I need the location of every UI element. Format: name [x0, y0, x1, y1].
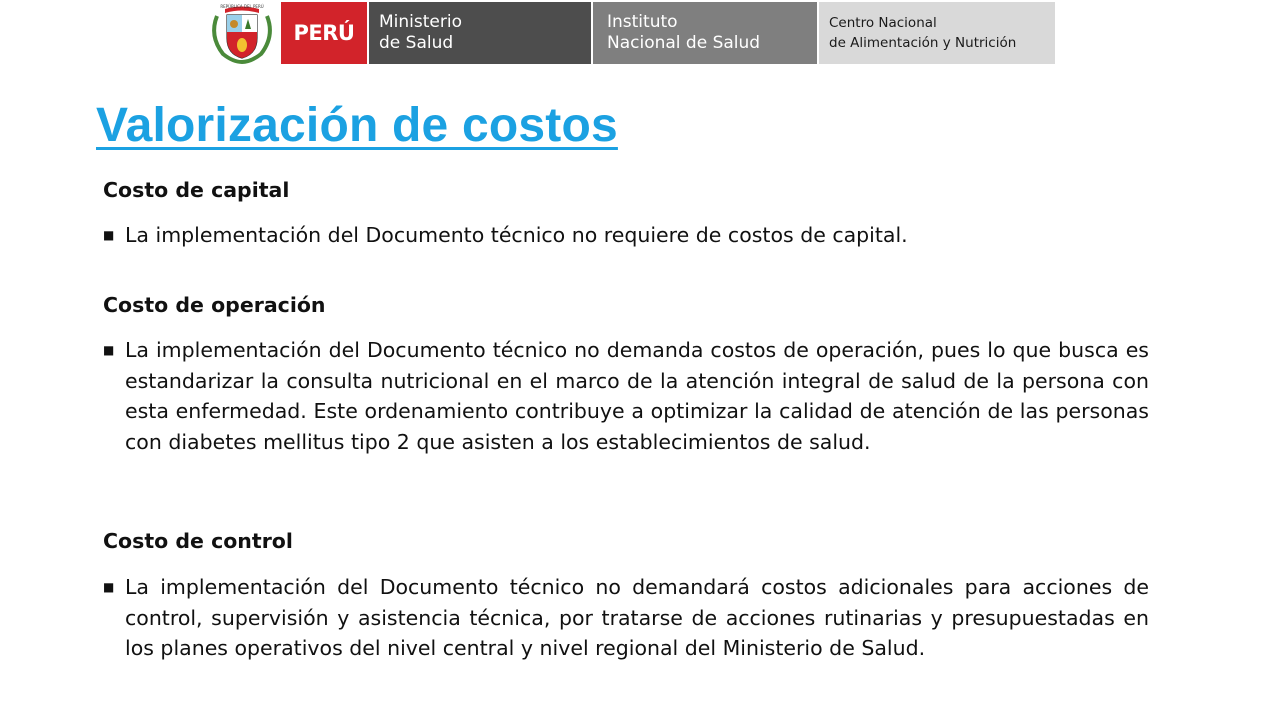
- institute-block: [591, 2, 817, 64]
- slide-title: Valorización de costos: [96, 99, 618, 152]
- ministry-line1: Ministerio: [379, 12, 462, 32]
- bullet-capital: [103, 220, 1149, 251]
- institute-line1: Instituto: [607, 12, 678, 32]
- bullet-text: La implementación del Documento técnico no demandará costos adicionales para acciones de control, supervisión y asistencia técnica, por tratarse de acciones rutinarias y presupuestadas en los planes operativos del nivel central y nivel regional del Ministerio de Salud.: [125, 575, 1149, 660]
- header-banner: [203, 2, 1055, 64]
- crest-caption: REPÚBLICA DEL PERÚ: [220, 4, 264, 9]
- ministry-block: [367, 2, 591, 64]
- bullet-text: La implementación del Documento técnico no demanda costos de operación, pues lo que busca es estandarizar la consulta nutricional en el marco de la atención integral de salud de la persona con esta enfermedad. Este ordenamiento contribuye a optimizar la calidad de atención de las personas con diabetes mellitus tipo 2 que asisten a los establecimientos de salud.: [125, 338, 1149, 454]
- ministry-line2: de Salud: [379, 33, 454, 53]
- square-bullet-icon: ■: [103, 343, 115, 357]
- institute-line2: Nacional de Salud: [607, 33, 761, 53]
- peru-coat-of-arms-icon: [203, 2, 281, 64]
- bullet-text: La implementación del Documento técnico no requiere de costos de capital.: [125, 223, 908, 247]
- country-label: PERÚ: [293, 21, 355, 45]
- center-line1: Centro Nacional: [829, 15, 937, 31]
- center-block: [817, 2, 1055, 64]
- bullet-control: [103, 572, 1149, 664]
- peru-logo-block: [281, 2, 367, 64]
- section-heading-control: Costo de control: [103, 529, 293, 553]
- section-heading-operacion: Costo de operación: [103, 293, 326, 317]
- bullet-operacion: [103, 335, 1149, 457]
- square-bullet-icon: ■: [103, 228, 115, 242]
- section-heading-capital: Costo de capital: [103, 178, 290, 202]
- center-line2: de Alimentación y Nutrición: [829, 35, 1017, 51]
- square-bullet-icon: ■: [103, 580, 115, 594]
